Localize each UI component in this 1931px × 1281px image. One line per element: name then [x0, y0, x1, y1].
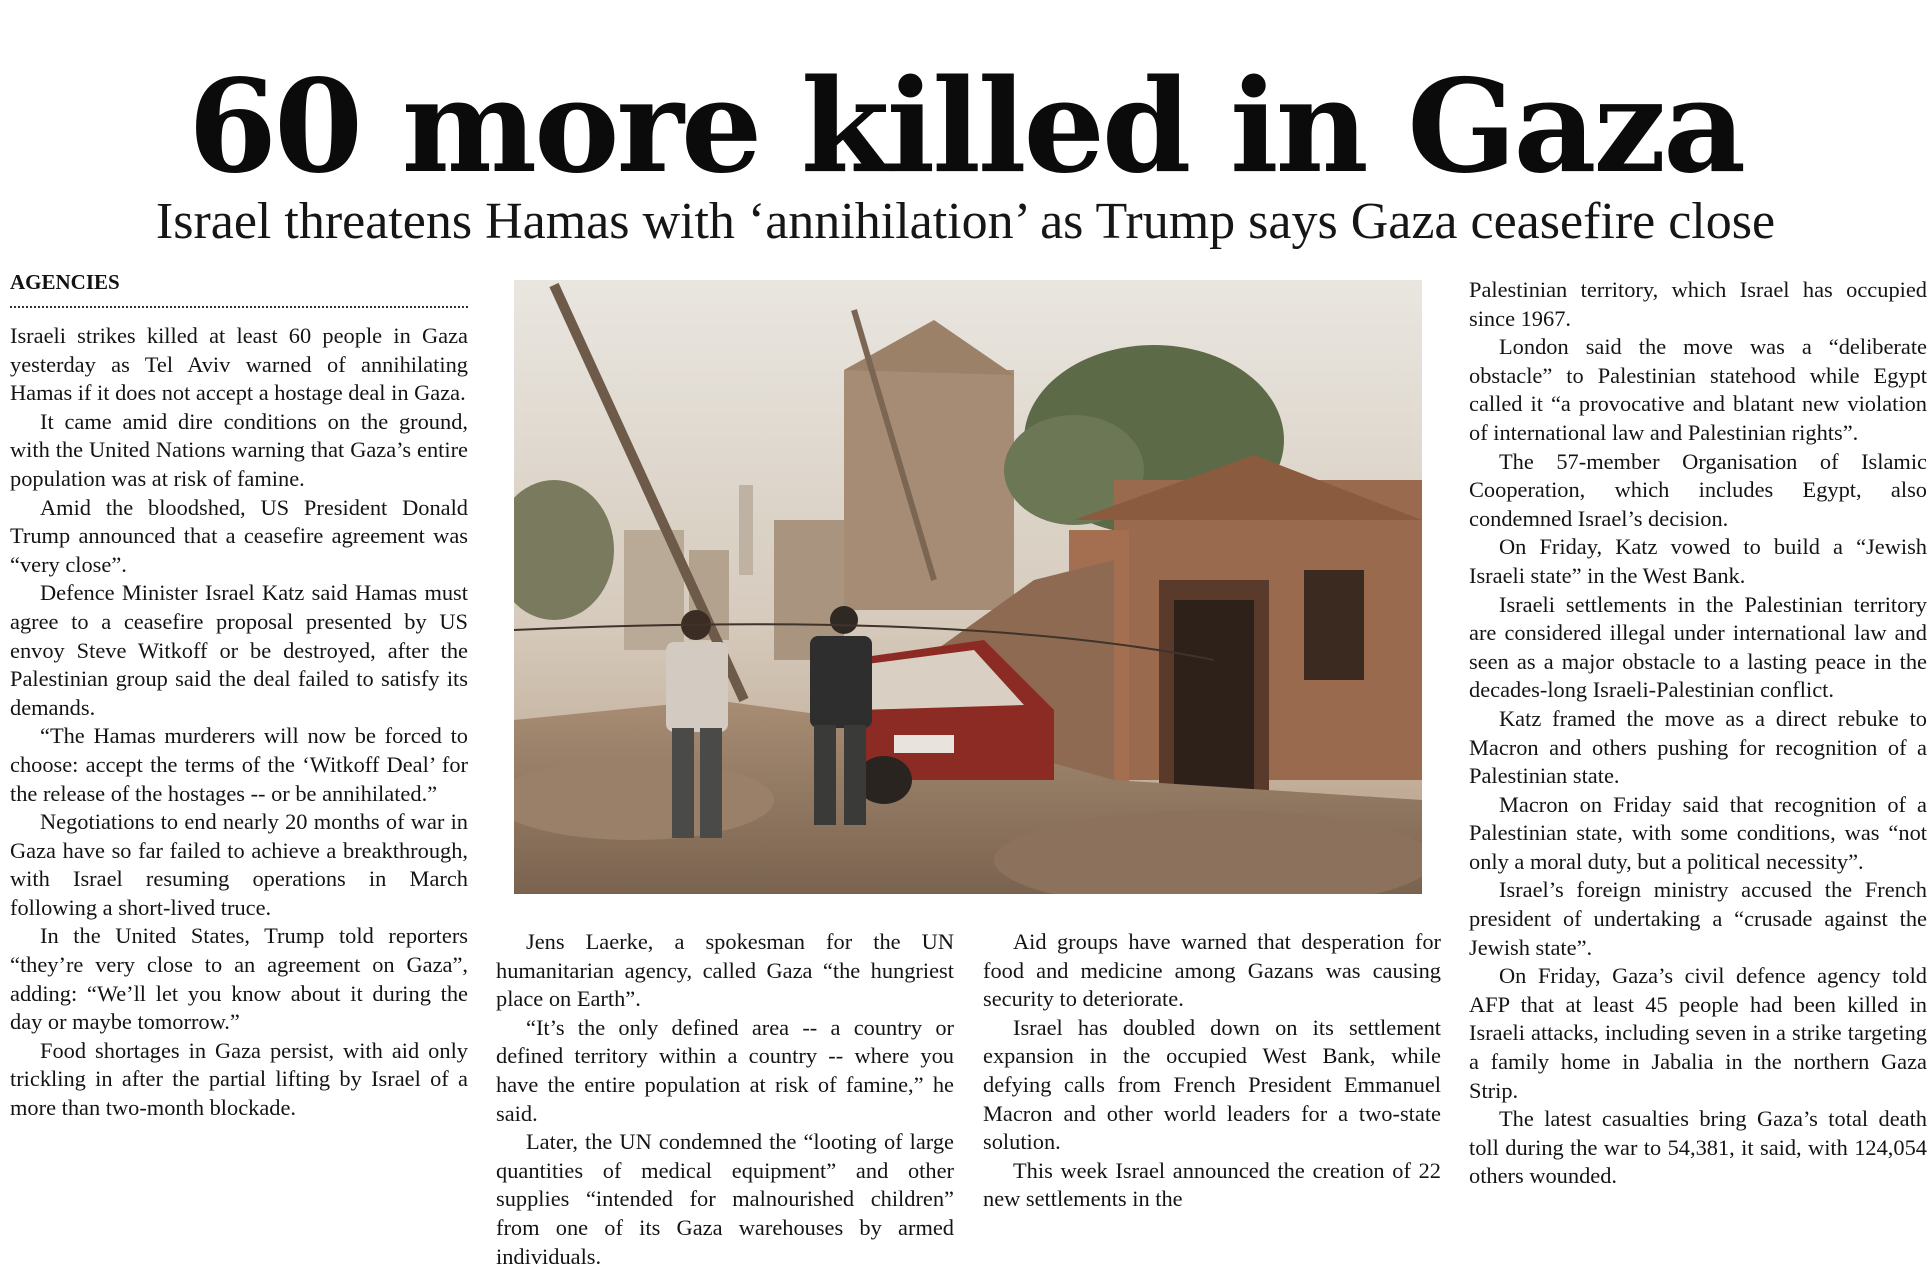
headline: 60 more killed in Gaza [187, 52, 1744, 202]
article-column-2 [496, 928, 954, 1271]
paragraph: Israeli settlements in the Palestinian territory are considered illegal under international law and seen as a major obstacle to a lasting peace in the decades-long Israeli-Palestinian conflict. [1469, 591, 1927, 703]
article-column-3 [983, 928, 1441, 1214]
paragraph: Israel has doubled down on its settlement expansion in the occupied West Bank, while defying calls from French President Emmanuel Macron and other world leaders for a two-state solution. [983, 1014, 1441, 1155]
paragraph: On Friday, Gaza’s civil defence agency told AFP that at least 45 people had been killed in Israeli attacks, including seven in a strike targeting a family home in Jabalia in the northern Gaza Strip. [1469, 963, 1927, 1103]
paragraph: Aid groups have warned that desperation for food and medicine among Gazans was causing security to deteriorate. [983, 929, 1441, 1012]
news-photo [514, 280, 1422, 894]
paragraph: The latest casualties bring Gaza’s total death toll during the war to 54,381, it said, with 124,054 others wounded. [1469, 1106, 1927, 1189]
paragraph: “It’s the only defined area -- a country or defined territory within a country -- where you have the entire population at risk of famine,” he said. [496, 1014, 954, 1126]
paragraph: Negotiations to end nearly 20 months of war in Gaza have so far failed to achieve a breakthrough, with Israel resuming operations in March following a short-lived truce. [10, 809, 468, 920]
paragraph: “The Hamas murderers will now be forced to choose: accept the terms of the ‘Witkoff Deal’ for the release of the hostages -- or be annihilated.” [10, 723, 468, 806]
article-column-4 [1469, 276, 1927, 1191]
paragraph: Katz framed the move as a direct rebuke to Macron and others pushing for recognition of a Palestinian state. [1469, 705, 1927, 789]
subheadline: Israel threatens Hamas with ‘annihilation’ as Trump says Gaza ceasefire close [155, 193, 1776, 250]
byline: AGENCIES [10, 268, 468, 308]
paragraph: Food shortages in Gaza persist, with aid only trickling in after the partial lifting by Israel of a more than two-month blockade. [10, 1037, 468, 1121]
article-column-1 [10, 322, 468, 1123]
paragraph: On Friday, Katz vowed to build a “Jewish Israeli state” in the West Bank. [1469, 534, 1927, 588]
rubble-scene-illustration [514, 280, 1422, 894]
paragraph: It came amid dire conditions on the ground, with the United Nations warning that Gaza’s entire population was at risk of famine. [10, 408, 468, 491]
paragraph: Amid the bloodshed, US President Donald Trump announced that a ceasefire agreement was “very close”. [10, 494, 468, 577]
paragraph: In the United States, Trump told reporters “they’re very close to an agreement on Gaza”, adding: “We’ll let you know about it during the day or maybe tomorrow.” [10, 923, 468, 1035]
paragraph: Israeli strikes killed at least 60 people in Gaza yesterday as Tel Aviv warned of annihilating Hamas if it does not accept a hostage deal in Gaza. [10, 323, 468, 406]
paragraph: London said the move was a “deliberate obstacle” to Palestinian statehood while Egypt called it “a provocative and blatant new violation of international law and Palestinian rights”. [1469, 334, 1927, 445]
paragraph: The 57-member Organisation of Islamic Cooperation, which includes Egypt, also condemned Israel’s decision. [1469, 448, 1927, 531]
paragraph: Jens Laerke, a spokesman for the UN humanitarian agency, called Gaza “the hungriest place on Earth”. [496, 929, 954, 1012]
paragraph: Later, the UN condemned the “looting of large quantities of medical equipment” and other supplies “intended for malnourished children” from one of its Gaza warehouses by armed individuals. [496, 1129, 954, 1269]
paragraph: This week Israel announced the creation of 22 new settlements in the [983, 1157, 1441, 1212]
paragraph: Macron on Friday said that recognition of a Palestinian state, with some conditions, was “not only a moral duty, but a political necessity”. [1469, 791, 1927, 874]
paragraph: Israel’s foreign ministry accused the French president of undertaking a “crusade against the Jewish state”. [1469, 877, 1927, 960]
paragraph: Defence Minister Israel Katz said Hamas must agree to a ceasefire proposal presented by US envoy Steve Witkoff or be destroyed, after the Palestinian group said the deal failed to satisfy its demands. [10, 580, 468, 720]
paragraph: Palestinian territory, which Israel has occupied since 1967. [1469, 277, 1927, 331]
